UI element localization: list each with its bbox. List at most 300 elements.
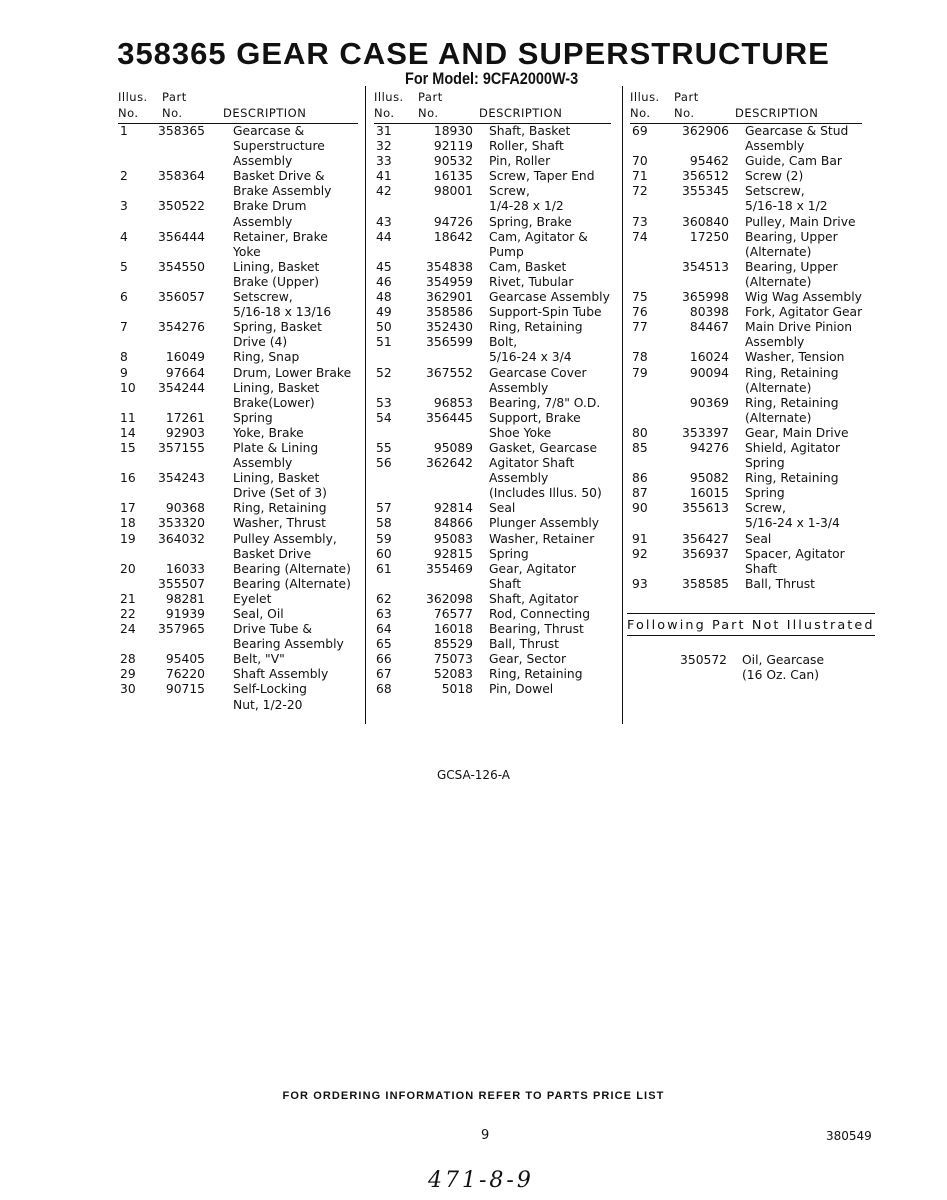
part-row [374,592,611,607]
part-description: Gearcase & Superstructure Assembly [233,124,325,169]
part-number: 356445 [426,410,473,425]
part-description: Gearcase & Stud Assembly [745,124,849,154]
part-description: Ring, Retaining [233,501,327,516]
part-description: Fork, Agitator Gear [745,305,863,320]
part-number: 75073 [433,652,473,667]
page-number: 9 [481,1128,490,1143]
part-row [118,199,358,229]
part-row [118,411,358,426]
part-description: Cam, Agitator & Pump [489,229,588,259]
part-description: Wig Wag Assembly [745,290,862,305]
part-row [118,532,358,562]
part-row [630,486,862,501]
part-description: Bearing (Alternate) [233,561,351,576]
column-header [118,88,358,124]
part-number: 92903 [165,425,205,440]
illus-number: 19 [120,531,136,546]
part-description: Agitator Shaft Assembly (Includes Illus. 50) [489,456,602,501]
part-number: 354550 [158,259,205,274]
illus-number: 76 [632,305,648,320]
part-row [374,456,611,501]
part-description: Lining, Basket Brake(Lower) [233,380,320,410]
illus-number: 63 [376,607,392,621]
part-description: Lining, Basket Brake (Upper) [233,259,320,289]
part-number: 354244 [158,380,205,395]
part-row [118,426,358,441]
illus-number: 79 [632,365,648,380]
part-row [374,532,611,547]
part-row [374,275,611,290]
part-description: Gearcase Cover Assembly [489,365,587,395]
part-description: Drum, Lower Brake [233,365,352,380]
illus-number: 22 [120,607,136,621]
part-row [630,501,862,531]
part-row [374,215,611,230]
part-row [630,290,862,305]
part-row [118,592,358,607]
document-number: 380549 [826,1129,872,1143]
part-row [118,230,358,260]
part-number: 18642 [433,229,473,244]
part-row [630,350,862,365]
illus-number: 55 [376,440,392,455]
part-row [118,320,358,350]
part-number: 358364 [158,169,205,184]
illus-number: 43 [376,214,392,229]
illus-number: 11 [120,410,136,425]
part-description: Screw, Taper End [489,169,595,184]
part-description: Retainer, Brake Yoke [233,229,328,259]
part-no-header: No. [162,106,183,120]
part-row [118,667,358,682]
illus-number: 14 [120,425,136,440]
illus-number: 77 [632,320,648,335]
part-row [118,441,358,471]
part-number: 365998 [682,290,729,305]
part-number: 98001 [433,184,473,199]
illus-number: 58 [376,516,392,531]
page-title: 358365 GEAR CASE AND SUPERSTRUCTURE [117,36,830,71]
part-number: 355469 [426,561,473,576]
part-description: Bolt, 5/16-24 x 3/4 [489,335,572,365]
illus-number: 56 [376,456,392,471]
part-description: Shaft, Basket [489,124,571,138]
part-row [630,577,862,592]
part-row [374,320,611,335]
figure-code: GCSA-126-A [437,768,510,782]
part-number: 17250 [689,229,729,244]
part-description: Rod, Connecting [489,607,590,621]
not-illustrated-heading: Following Part Not Illustrated [627,618,875,633]
part-description: Roller, Shaft [489,139,564,154]
illus-number: 69 [632,124,648,138]
part-description: Bearing, Thrust [489,622,584,637]
part-number: 95089 [433,440,473,455]
part-number: 96853 [433,395,473,410]
illus-number: 52 [376,365,392,380]
part-description: Support-Spin Tube [489,305,602,320]
illus-number: 5 [120,259,128,274]
part-row [374,396,611,411]
illus-number: 24 [120,622,136,637]
part-row [118,290,358,320]
part-row [118,366,358,381]
illus-number: 20 [120,561,136,576]
part-number: 353320 [158,516,205,531]
part-description: Basket Drive & Brake Assembly [233,169,332,199]
illus-number: 54 [376,410,392,425]
part-row [374,441,611,456]
part-row [118,622,358,652]
part-description: Gear, Agitator Shaft [489,561,576,591]
part-row [374,682,611,697]
part-number: 95082 [689,471,729,486]
part-description: Washer, Thrust [233,516,326,531]
parts-column-2 [374,88,611,698]
part-description: Pin, Roller [489,154,551,169]
part-number: 17261 [165,410,205,425]
part-row [630,184,862,214]
part-number: 18930 [433,124,473,138]
part-number: 354838 [426,259,473,274]
part-number: 91939 [165,607,205,621]
part-description: Ring, Retaining (Alternate) [745,365,839,395]
part-number: 84866 [433,516,473,531]
part-row [374,139,611,154]
part-number: 94726 [433,214,473,229]
part-row [118,682,358,712]
illus-number: 70 [632,154,648,169]
part-row [374,652,611,667]
description-header: DESCRIPTION [479,106,563,120]
part-row [630,124,862,154]
illus-number: 65 [376,637,392,652]
part-row [118,350,358,365]
part-description: Lining, Basket Drive (Set of 3) [233,471,327,501]
part-number: 98281 [165,591,205,606]
description-header: DESCRIPTION [223,106,307,120]
part-number: 352430 [426,320,473,335]
part-description: Bearing, 7/8" O.D. [489,395,601,410]
part-row [374,516,611,531]
part-number: 355613 [682,501,729,516]
part-number: 52083 [433,667,473,682]
model-subtitle: For Model: 9CFA2000W-3 [405,69,579,88]
column-header [374,88,611,124]
part-description: Support, Brake Shoe Yoke [489,410,581,440]
illus-number: 57 [376,501,392,516]
part-description: Pulley Assembly, Basket Drive [233,531,337,561]
part-description: Rivet, Tubular [489,274,574,289]
part-number: 16018 [433,622,473,637]
part-row [630,547,862,577]
part-description: Gear, Main Drive [745,425,849,440]
part-number: 16049 [165,350,205,365]
illus-number: 85 [632,440,648,455]
part-row [118,260,358,290]
parts-list [630,124,862,592]
illus-number: 67 [376,667,392,682]
part-row [630,320,862,350]
illus-number: 9 [120,365,128,380]
illus-number: 2 [120,169,128,184]
part-number: 95083 [433,531,473,546]
part-row [374,154,611,169]
part-row [374,184,611,214]
part-description: Plunger Assembly [489,516,600,531]
illus-number: 18 [120,516,136,531]
part-description: Spacer, Agitator Shaft [745,546,845,576]
part-number: 16024 [689,350,729,365]
illus-number: 32 [376,139,392,154]
part-number: 362906 [682,124,729,138]
part-number: 90369 [689,395,729,410]
part-description: Pin, Dowel [489,682,554,697]
part-description: Bearing, Upper (Alternate) [745,259,838,289]
part-description: Washer, Tension [745,350,845,365]
part-number: 80398 [689,305,729,320]
part-description: Eyelet [233,591,272,606]
part-number: 354243 [158,471,205,486]
illus-number: 44 [376,229,392,244]
part-row [374,501,611,516]
part-description: Drive Tube & Bearing Assembly [233,622,344,652]
part-number: 354959 [426,274,473,289]
part-row [374,366,611,396]
part-header: Part [418,90,443,104]
part-number: 84467 [689,320,729,335]
part-row [374,411,611,441]
illus-number: 90 [632,501,648,516]
part-row [630,154,862,169]
part-description: Brake Drum Assembly [233,199,307,229]
illus-number: 62 [376,591,392,606]
part-number: 358585 [682,576,729,591]
part-number: 90094 [689,365,729,380]
part-description: Ring, Retaining (Alternate) [745,395,839,425]
illus-number: 46 [376,274,392,289]
part-number: 92814 [433,501,473,516]
part-description: Spring [489,546,529,561]
part-description: Main Drive Pinion Assembly [745,320,853,350]
part-number: 354513 [682,259,729,274]
illus-number: 31 [376,124,392,138]
illus-no-header: No. [374,106,395,120]
part-row [630,471,862,486]
illus-number: 91 [632,531,648,546]
part-row [630,260,862,290]
illus-number: 59 [376,531,392,546]
part-description: Spring, Basket Drive (4) [233,320,322,350]
part-row [374,260,611,275]
illus-number: 93 [632,576,648,591]
part-description: Ball, Thrust [745,576,816,591]
part-description: Screw, 1/4-28 x 1/2 [489,184,564,214]
part-row [374,622,611,637]
part-number: 85529 [433,637,473,652]
part-header: Part [162,90,187,104]
part-row [374,230,611,260]
part-description: Belt, "V" [233,652,285,667]
illus-number: 61 [376,561,392,576]
part-number: 350522 [158,199,205,214]
part-number: 357965 [158,622,205,637]
part-number: 92815 [433,546,473,561]
illus-number: 6 [120,290,128,305]
illus-number: 45 [376,259,392,274]
part-row [630,426,862,441]
description-header: DESCRIPTION [735,106,819,120]
part-description: Gearcase Assembly [489,290,610,305]
column-header [630,88,862,124]
illus-number: 73 [632,214,648,229]
ordering-footer: FOR ORDERING INFORMATION REFER TO PARTS PRICE LIST [282,1090,665,1102]
part-number: 16033 [165,561,205,576]
part-number: 356512 [682,169,729,184]
part-number: 92119 [433,139,473,154]
part-number: 358586 [426,305,473,320]
part-description: Spring, Brake [489,214,572,229]
part-row [118,607,358,622]
illus-number: 60 [376,546,392,561]
part-row [118,471,358,501]
part-number: 358365 [158,124,205,138]
part-row [374,547,611,562]
illus-number: 29 [120,667,136,682]
part-description: Seal [489,501,516,516]
part-description: Ring, Retaining [489,667,583,682]
part-description: Shaft Assembly [233,667,329,682]
part-row [630,305,862,320]
illus-number: 64 [376,622,392,637]
illus-number: 78 [632,350,648,365]
illus-number: 71 [632,169,648,184]
illus-number: 33 [376,154,392,169]
illus-number: 74 [632,229,648,244]
part-row [118,562,358,577]
illus-number: 51 [376,335,392,350]
parts-column-1 [118,88,358,713]
part-description: Ring, Retaining [489,320,583,335]
part-description: Seal, Oil [233,607,284,621]
illus-number: 49 [376,305,392,320]
illus-number: 30 [120,682,136,697]
part-number: 5018 [441,682,473,697]
illus-number: 16 [120,471,136,486]
part-row [374,305,611,320]
illus-number: 41 [376,169,392,184]
illus-header: Illus. [374,90,404,104]
parts-column-3 [630,88,862,592]
part-number: 356427 [682,531,729,546]
part-number: 356599 [426,335,473,350]
part-number: 16015 [689,486,729,501]
illus-number: 10 [120,380,136,395]
part-row [630,396,862,426]
part-no-header: No. [418,106,439,120]
part-number: 362642 [426,456,473,471]
part-description: Seal [745,531,772,546]
part-number: 356444 [158,229,205,244]
column-divider [622,86,623,724]
part-description: Bearing, Upper (Alternate) [745,229,838,259]
part-number: 94276 [689,440,729,455]
illus-number: 28 [120,652,136,667]
part-description: Ball, Thrust [489,637,560,652]
illus-number: 7 [120,320,128,335]
part-number: 95462 [689,154,729,169]
part-description: Screw, 5/16-24 x 1-3/4 [745,501,840,531]
illus-number: 42 [376,184,392,199]
part-description: Pulley, Main Drive [745,214,856,229]
part-description: Cam, Basket [489,259,567,274]
part-number: 97664 [165,365,205,380]
illus-header: Illus. [118,90,148,104]
illus-number: 68 [376,682,392,697]
part-row [630,532,862,547]
part-description: Oil, Gearcase (16 Oz. Can) [742,653,825,683]
illus-number: 48 [376,290,392,305]
part-row [374,637,611,652]
part-row [630,441,862,471]
part-row [118,516,358,531]
part-number: 350572 [680,653,727,667]
part-number: 90715 [165,682,205,697]
divider [627,613,875,614]
part-row [374,169,611,184]
part-description: Ring, Retaining [745,471,839,486]
part-description: Ring, Snap [233,350,300,365]
part-row [630,215,862,230]
column-divider [365,86,366,724]
part-number: 355507 [158,576,205,591]
divider [627,635,875,636]
illus-number: 66 [376,652,392,667]
illus-no-header: No. [118,106,139,120]
part-description: Washer, Retainer [489,531,595,546]
part-description: Yoke, Brake [233,425,304,440]
part-number: 367552 [426,365,473,380]
part-number: 356057 [158,290,205,305]
part-description: Plate & Lining Assembly [233,440,319,471]
part-number: 362901 [426,290,473,305]
part-number: 360840 [682,214,729,229]
illus-number: 1 [120,124,128,138]
part-row [118,381,358,411]
part-number: 355345 [682,184,729,199]
part-row [374,562,611,592]
parts-list [118,124,358,713]
handwritten-note: 471-8-9 [428,1168,534,1193]
illus-number: 15 [120,440,136,455]
part-description: Guide, Cam Bar [745,154,842,169]
part-row [630,230,862,260]
illus-number: 17 [120,501,136,516]
illus-number: 21 [120,591,136,606]
part-description: Gasket, Gearcase [489,440,598,455]
part-number: 90368 [165,501,205,516]
part-description: Screw (2) [745,169,804,184]
part-description: Gear, Sector [489,652,567,667]
part-row [374,607,611,622]
part-row [118,124,358,169]
illus-number: 80 [632,425,648,440]
part-row [630,366,862,396]
part-description: Spring [233,410,273,425]
part-description: Setscrew, 5/16-18 x 13/16 [233,290,332,320]
part-row [630,169,862,184]
illus-number: 87 [632,486,648,501]
